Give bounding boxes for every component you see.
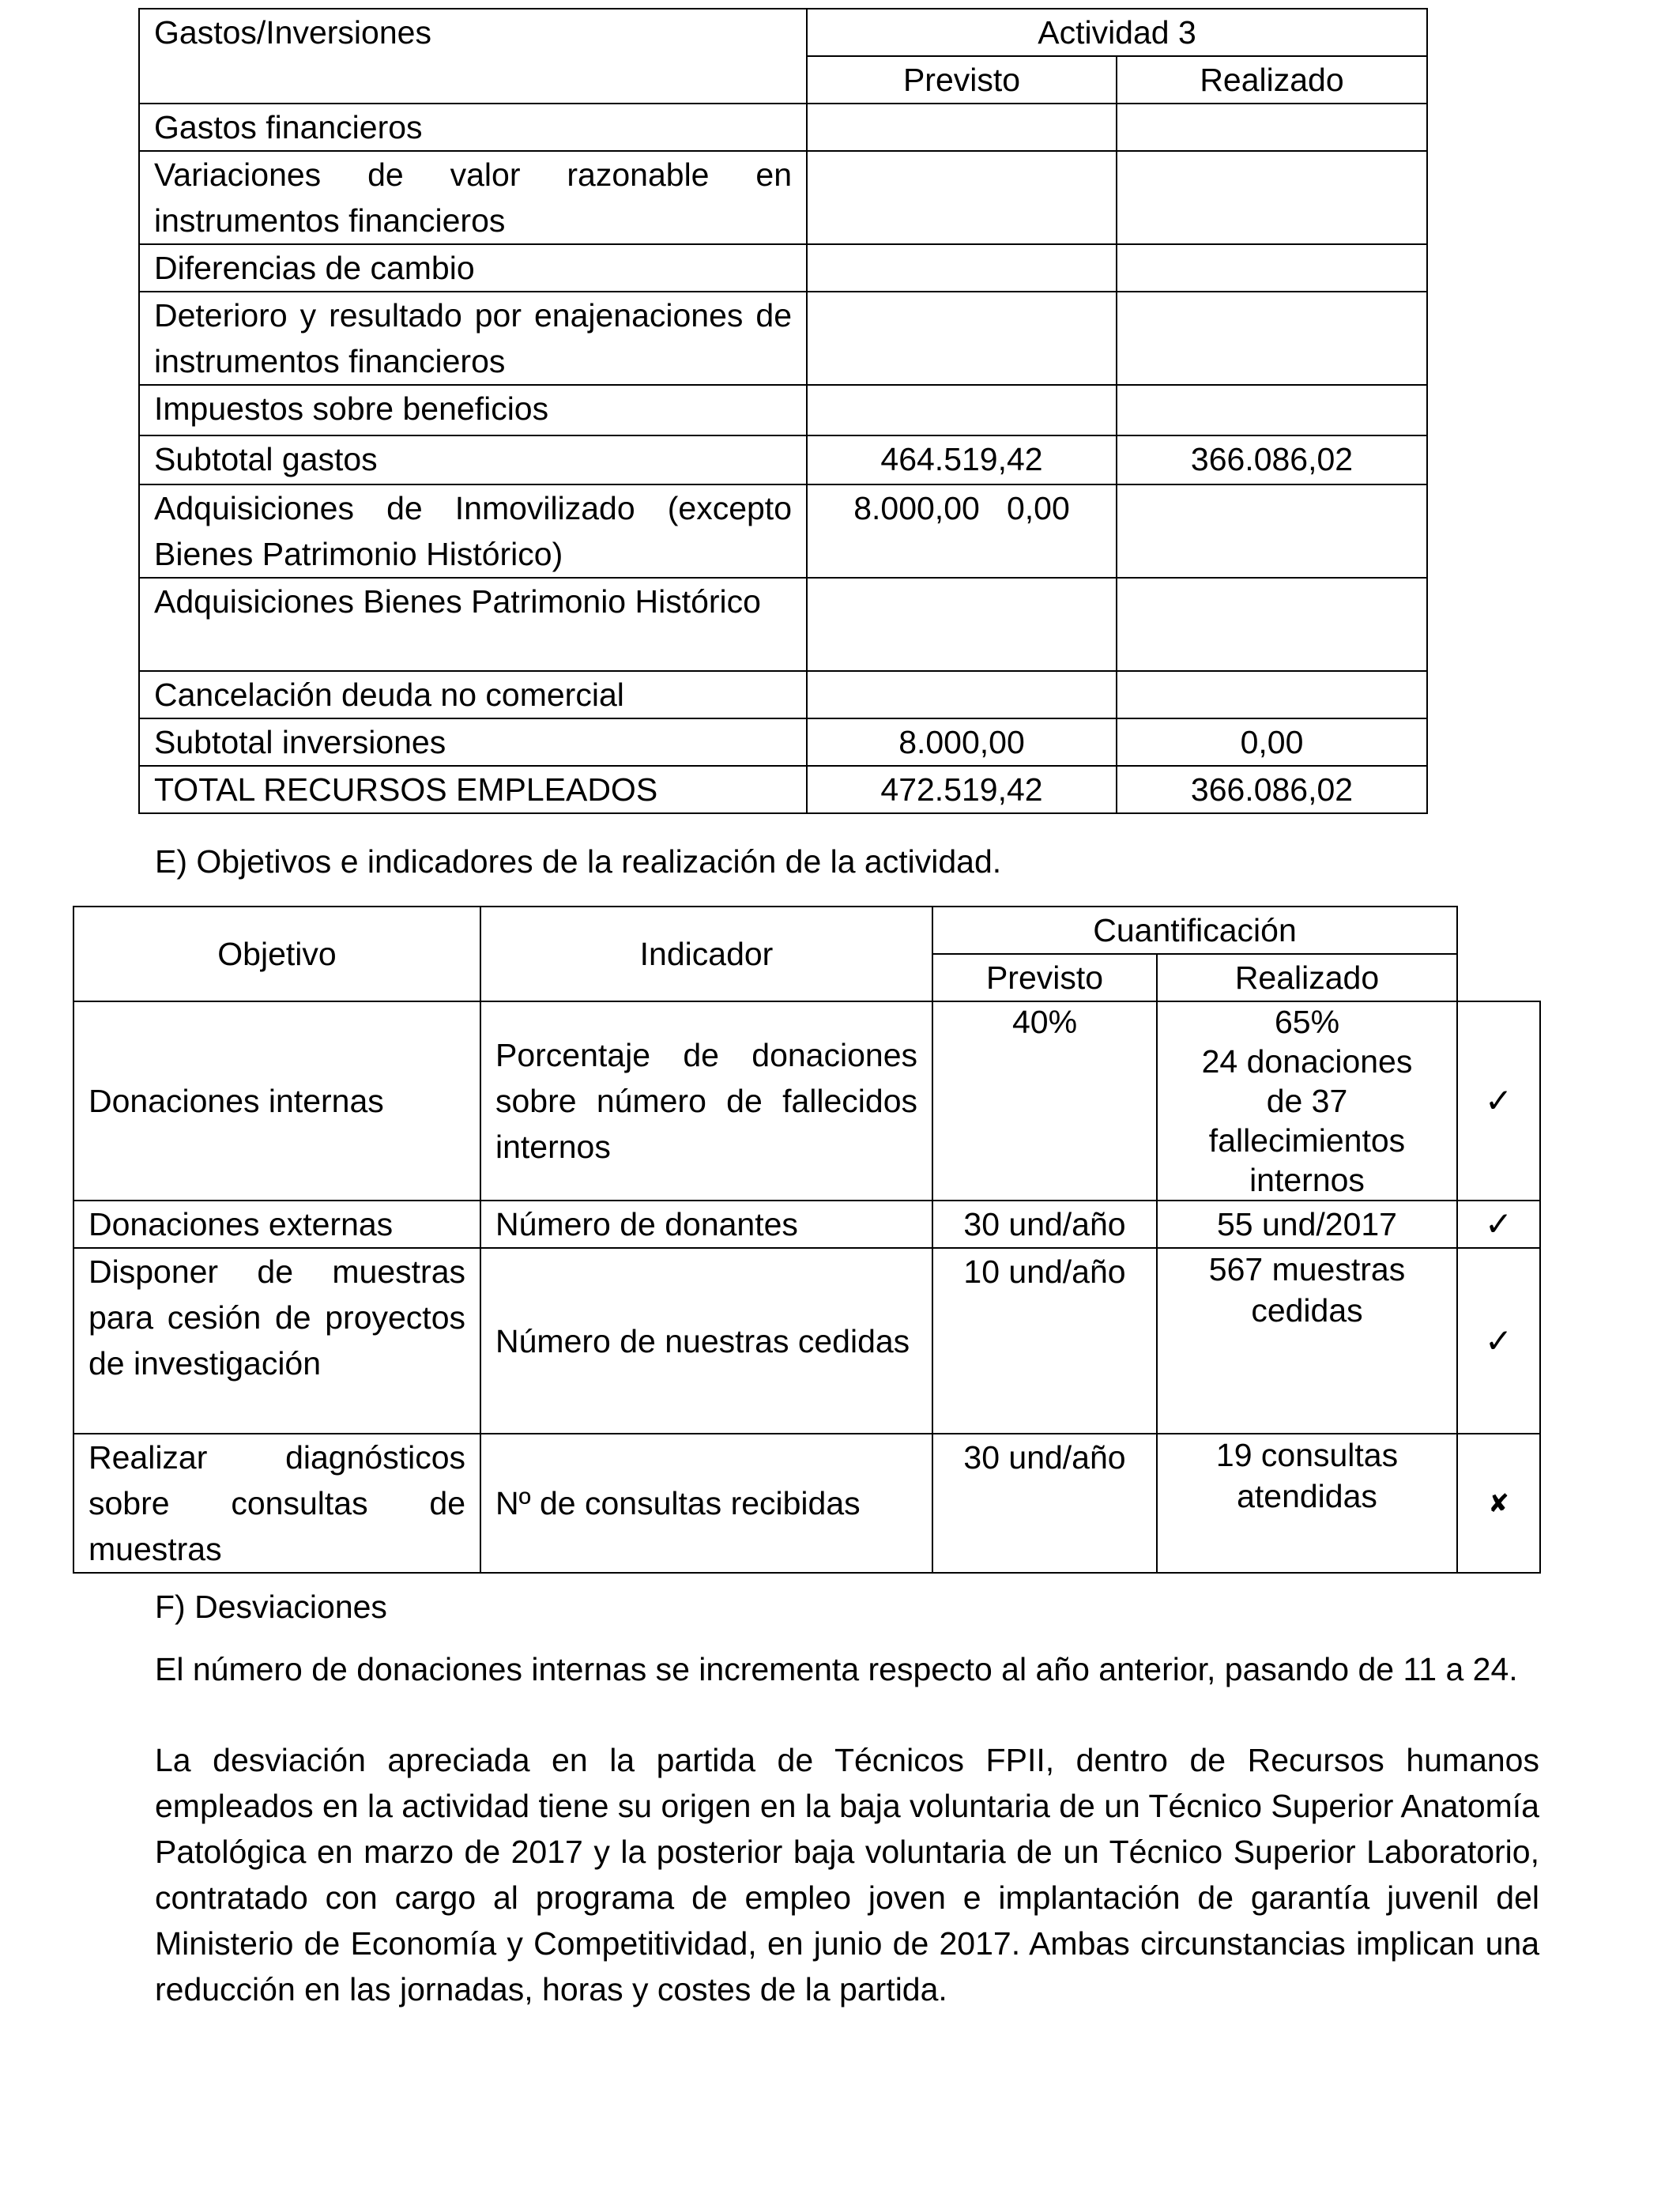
table-row [73,1001,1540,1201]
row-previsto [807,578,1117,671]
check-icon: ✓ [1457,1201,1540,1248]
realizado-line: 24 donaciones [1201,1043,1413,1080]
header-objetivo: Objetivo [73,907,480,1001]
row-label: Diferencias de cambio [139,244,807,292]
row-label: Variaciones de valor razonable en instrumentos financieros [139,151,807,244]
table-row [139,435,1427,484]
header-indicador: Indicador [480,907,932,1001]
objetivo-cell: Donaciones externas [73,1201,480,1248]
table-row [73,1248,1540,1434]
realizado-line: 567 muestras [1208,1251,1406,1287]
realizado-line: 19 consultas [1215,1437,1399,1473]
row-previsto [807,104,1117,151]
row-realizado [1117,671,1427,718]
row-label: Adquisiciones de Inmovilizado (excepto Bienes Patrimonio Histórico) [139,484,807,578]
section-f-title: F) Desviaciones [155,1589,387,1625]
row-label: Subtotal gastos [139,435,807,484]
realizado-line: 65% [1274,1004,1340,1040]
row-label: Cancelación deuda no comercial [139,671,807,718]
row-label: Deterioro y resultado por enajenaciones de instrumentos financieros [139,292,807,385]
table-row [139,292,1427,385]
realizado-cell [1157,1248,1457,1434]
table-row [139,671,1427,718]
row-realizado: 366.086,02 [1117,435,1427,484]
row-previsto [807,292,1117,385]
paragraph: La desviación apreciada en la partida de Técnicos FPII, dentro de Recursos humanos empleados en la actividad tiene su origen en la baja voluntaria de un Técnico Superior Anatomía Patológica en marzo de 2017 y la posterior baja voluntaria de un Técnico Superior Laboratorio, contratado con cargo al programa de empleo joven e implantación de garantía juvenil del Ministerio de Economía y Competitividad, en junio de 2017. Ambas circunstancias implican una reducción en las jornadas, horas y costes de la partida. [155,1742,1539,2007]
objectives-table [73,906,1541,1574]
table-row [139,484,1427,578]
row-label: TOTAL RECURSOS EMPLEADOS [139,766,807,813]
objetivo-cell: Realizar diagnósticos sobre consultas de muestras [73,1434,480,1573]
row-label: Adquisiciones Bienes Patrimonio Histórico [139,578,807,671]
row-previsto: 464.519,42 [807,435,1117,484]
row-previsto [807,244,1117,292]
indicador-cell: Número de donantes [480,1201,932,1248]
check-icon: ✓ [1457,1248,1540,1434]
row-previsto [807,151,1117,244]
row-realizado: 0,00 [1117,718,1427,766]
table-row [73,1201,1540,1248]
row-label: Gastos financieros [139,104,807,151]
realizado-line: de 37 [1266,1083,1348,1119]
row-previsto [807,385,1117,435]
row-previsto: 472.519,42 [807,766,1117,813]
row-realizado [1117,292,1427,385]
table-row [139,718,1427,766]
header-realizado: Realizado [1117,56,1427,104]
table-row [139,244,1427,292]
indicador-cell: Nº de consultas recibidas [480,1434,932,1573]
row-realizado [1117,484,1427,578]
realizado-line: fallecimientos [1208,1122,1406,1159]
header-previsto: Previsto [932,954,1157,1001]
table-row [139,151,1427,244]
row-realizado: 366.086,02 [1117,766,1427,813]
realizado-cell [1157,1434,1457,1573]
section-e-title: E) Objetivos e indicadores de la realización de la actividad. [155,843,1002,880]
realizado-cell [1157,1201,1457,1248]
previsto-cell: 40% [932,1001,1157,1201]
header-previsto: Previsto [807,56,1117,104]
row-realizado [1117,244,1427,292]
objetivo-cell: Donaciones internas [73,1001,480,1201]
realizado-cell [1157,1001,1457,1201]
row-realizado [1117,104,1427,151]
header-realizado: Realizado [1157,954,1457,1001]
row-previsto: 8.000,00 [807,718,1117,766]
table-row [139,578,1427,671]
table-row [139,385,1427,435]
row-realizado [1117,151,1427,244]
cross-icon: ✘ [1457,1434,1540,1573]
realizado-line: internos [1249,1162,1365,1198]
row-label: Impuestos sobre beneficios [139,385,807,435]
header-actividad: Actividad 3 [807,9,1427,56]
objetivo-cell: Disponer de muestras para cesión de proyectos de investigación [73,1248,480,1434]
realizado-line: 55 und/2017 [1216,1206,1397,1242]
paragraph: El número de donaciones internas se incrementa respecto al año anterior, pasando de 11 a 24. [155,1651,1518,1687]
table-row [139,104,1427,151]
row-realizado [1117,385,1427,435]
row-previsto: 8.000,00 0,00 [807,484,1117,578]
row-label: Subtotal inversiones [139,718,807,766]
indicador-cell: Porcentaje de donaciones sobre número de fallecidos internos [480,1001,932,1201]
row-realizado [1117,578,1427,671]
header-status-spacer [1457,907,1540,1001]
expenses-table [138,8,1428,814]
previsto-cell: 30 und/año [932,1201,1157,1248]
header-cuantificacion: Cuantificación [932,907,1457,954]
indicador-cell: Número de nuestras cedidas [480,1248,932,1434]
header-gastos-inversiones: Gastos/Inversiones [139,9,807,104]
check-icon: ✓ [1457,1001,1540,1201]
previsto-cell: 30 und/año [932,1434,1157,1573]
table-row [73,1434,1540,1573]
previsto-cell: 10 und/año [932,1248,1157,1434]
row-previsto [807,671,1117,718]
realizado-line: cedidas [1251,1292,1363,1329]
table-row [139,766,1427,813]
realizado-line: atendidas [1237,1478,1377,1514]
